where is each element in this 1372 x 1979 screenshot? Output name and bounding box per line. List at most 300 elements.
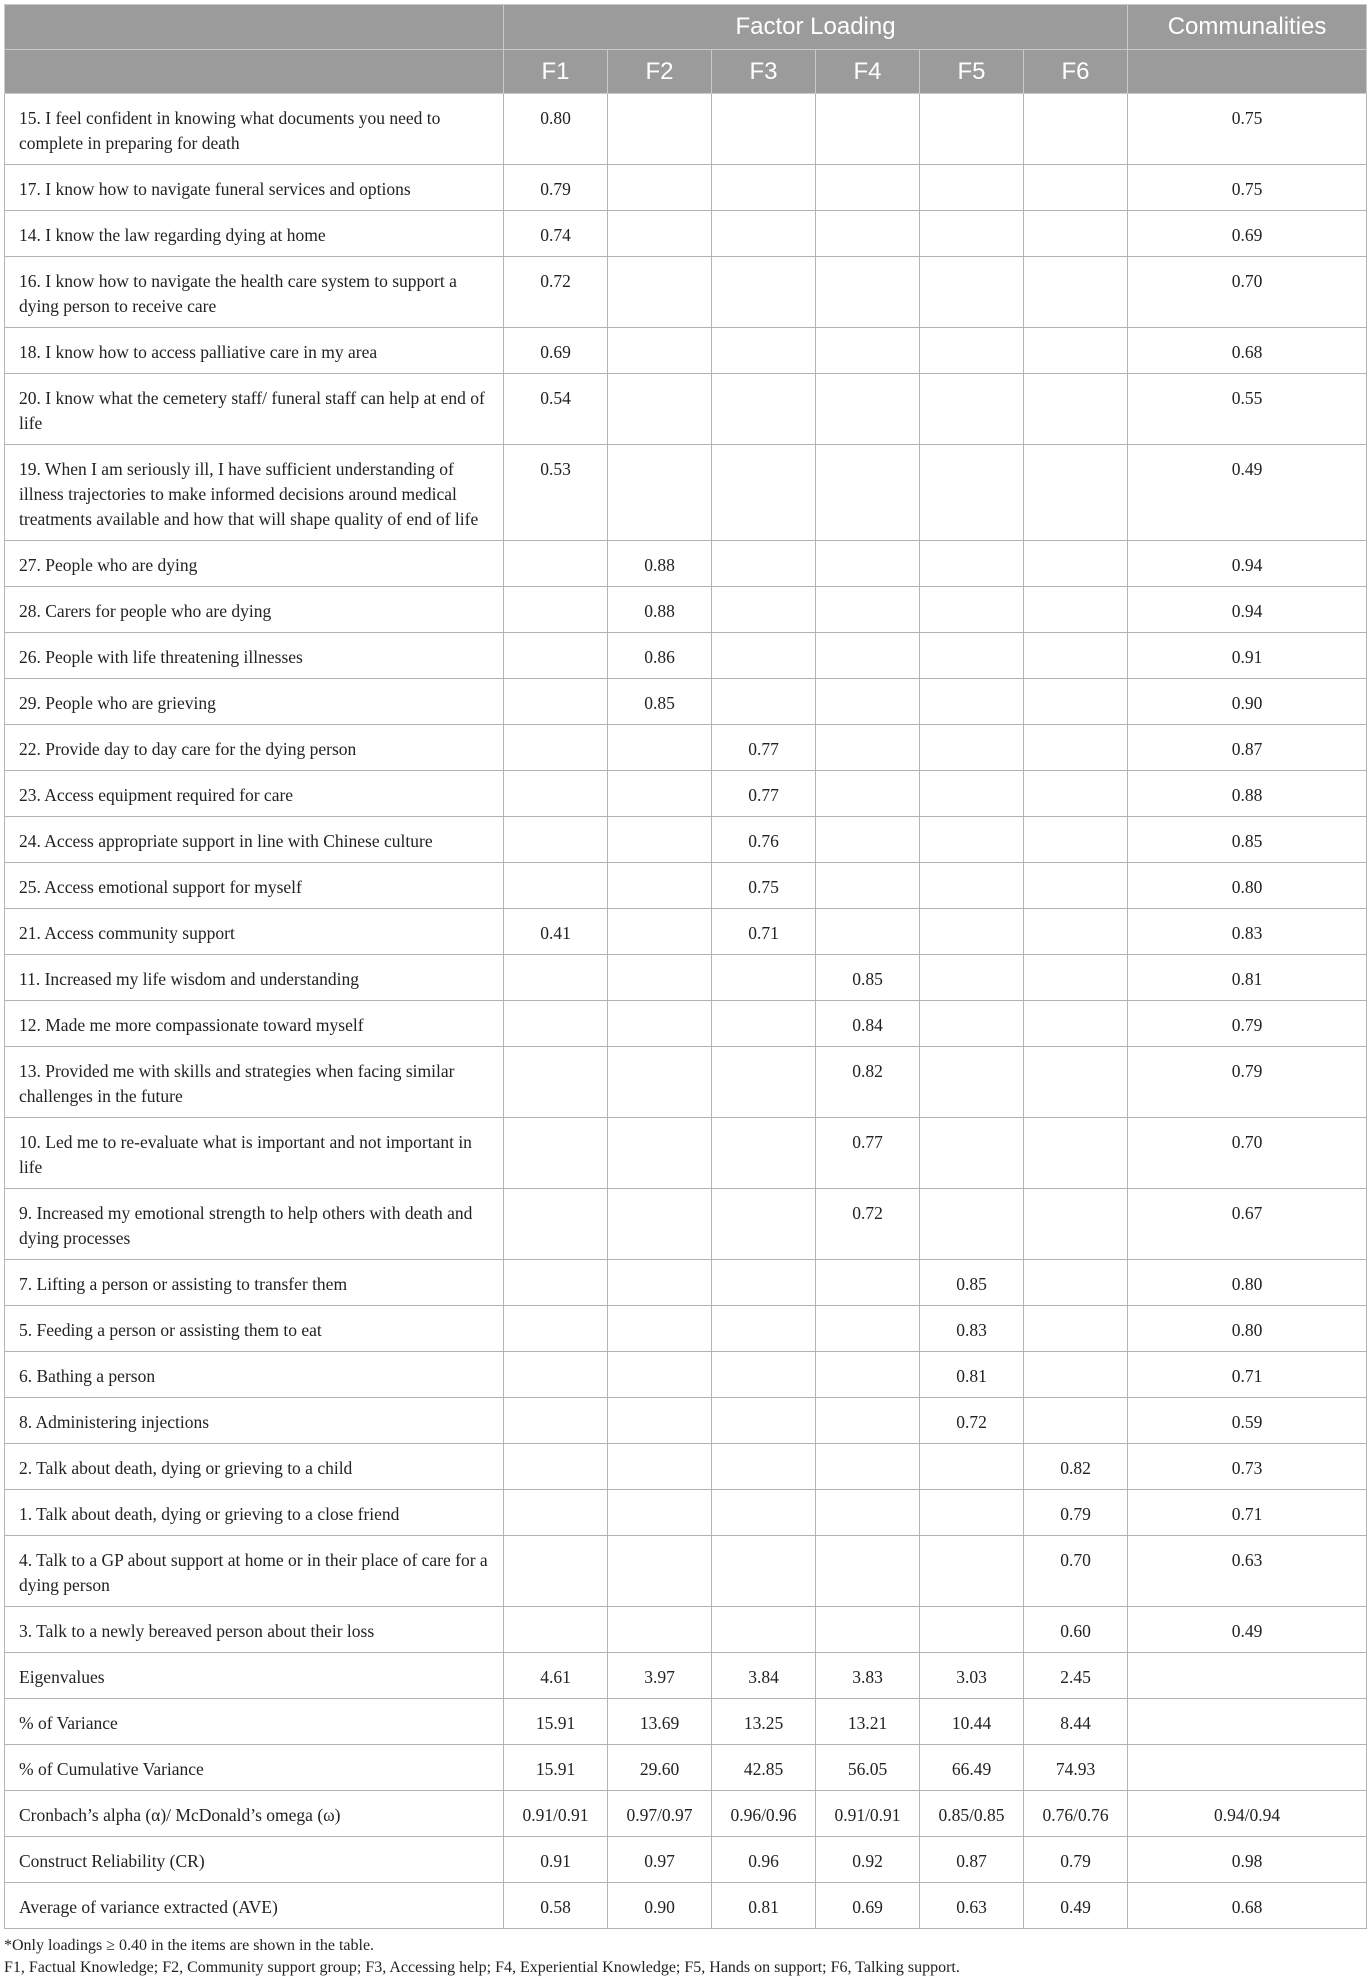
cell-f5 (920, 445, 1024, 541)
table-row (5, 1699, 1367, 1745)
header-blank (5, 50, 504, 94)
cell-f2: 0.88 (608, 541, 712, 587)
cell-f6 (1024, 633, 1128, 679)
row-item-label: % of Cumulative Variance (5, 1745, 504, 1791)
header-factor-loading: Factor Loading (504, 5, 1128, 50)
cell-f6 (1024, 1001, 1128, 1047)
cell-f3: 0.77 (712, 771, 816, 817)
cell-communality: 0.88 (1128, 771, 1367, 817)
cell-f3 (712, 679, 816, 725)
cell-f5: 0.63 (920, 1883, 1024, 1929)
cell-communality: 0.59 (1128, 1398, 1367, 1444)
cell-f6: 0.70 (1024, 1536, 1128, 1607)
cell-f3: 0.81 (712, 1883, 816, 1929)
cell-f5 (920, 955, 1024, 1001)
cell-communality (1128, 1699, 1367, 1745)
cell-f5 (920, 257, 1024, 328)
table-row (5, 1745, 1367, 1791)
cell-f1: 0.80 (504, 94, 608, 165)
row-item-label: 25. Access emotional support for myself (5, 863, 504, 909)
cell-f4 (816, 1490, 920, 1536)
cell-communality: 0.55 (1128, 374, 1367, 445)
cell-f2: 0.90 (608, 1883, 712, 1929)
table-row (5, 94, 1367, 165)
cell-communality: 0.71 (1128, 1352, 1367, 1398)
cell-f5 (920, 587, 1024, 633)
cell-f3 (712, 1001, 816, 1047)
cell-f2: 3.97 (608, 1653, 712, 1699)
cell-f1: 0.54 (504, 374, 608, 445)
table-row (5, 1653, 1367, 1699)
row-item-label: 10. Led me to re-evaluate what is important and not important in life (5, 1118, 504, 1189)
cell-f2: 0.97 (608, 1837, 712, 1883)
cell-communality: 0.87 (1128, 725, 1367, 771)
cell-f5 (920, 374, 1024, 445)
row-item-label: 20. I know what the cemetery staff/ funeral staff can help at end of life (5, 374, 504, 445)
cell-communality: 0.81 (1128, 955, 1367, 1001)
cell-f2: 0.88 (608, 587, 712, 633)
cell-f2 (608, 1260, 712, 1306)
cell-f5 (920, 165, 1024, 211)
table-row (5, 1490, 1367, 1536)
cell-f1 (504, 1352, 608, 1398)
cell-f3 (712, 955, 816, 1001)
table-row (5, 1444, 1367, 1490)
table-row (5, 445, 1367, 541)
cell-f2 (608, 1607, 712, 1653)
cell-communality: 0.73 (1128, 1444, 1367, 1490)
cell-f5 (920, 725, 1024, 771)
cell-f3 (712, 1444, 816, 1490)
cell-f5 (920, 1047, 1024, 1118)
cell-f3: 0.96/0.96 (712, 1791, 816, 1837)
cell-f2: 29.60 (608, 1745, 712, 1791)
cell-f1 (504, 955, 608, 1001)
cell-f4 (816, 1398, 920, 1444)
cell-f4: 3.83 (816, 1653, 920, 1699)
header-communalities: Communalities (1128, 5, 1367, 50)
cell-communality: 0.70 (1128, 257, 1367, 328)
cell-f6: 0.79 (1024, 1490, 1128, 1536)
table-row (5, 541, 1367, 587)
cell-communality: 0.67 (1128, 1189, 1367, 1260)
row-item-label: 19. When I am seriously ill, I have sufficient understanding of illness trajectories to make informed decisions around medical treatments available and how that will shape quality of end of life (5, 445, 504, 541)
cell-f6: 0.82 (1024, 1444, 1128, 1490)
cell-f5 (920, 1607, 1024, 1653)
cell-f4 (816, 679, 920, 725)
table-row (5, 1118, 1367, 1189)
table-row (5, 1001, 1367, 1047)
table-row (5, 955, 1367, 1001)
row-item-label: 1. Talk about death, dying or grieving to a close friend (5, 1490, 504, 1536)
cell-f1 (504, 1398, 608, 1444)
cell-f3 (712, 1490, 816, 1536)
cell-f3 (712, 1189, 816, 1260)
row-item-label: 15. I feel confident in knowing what documents you need to complete in preparing for death (5, 94, 504, 165)
cell-f1: 0.72 (504, 257, 608, 328)
cell-f3 (712, 165, 816, 211)
row-item-label: 5. Feeding a person or assisting them to eat (5, 1306, 504, 1352)
cell-f4: 0.85 (816, 955, 920, 1001)
cell-f2 (608, 771, 712, 817)
cell-f5 (920, 1490, 1024, 1536)
cell-f3 (712, 374, 816, 445)
cell-f4 (816, 1444, 920, 1490)
row-item-label: Construct Reliability (CR) (5, 1837, 504, 1883)
cell-f2 (608, 955, 712, 1001)
cell-f1 (504, 863, 608, 909)
table-row (5, 374, 1367, 445)
cell-f5 (920, 771, 1024, 817)
cell-f6 (1024, 94, 1128, 165)
row-item-label: 14. I know the law regarding dying at home (5, 211, 504, 257)
cell-f4 (816, 541, 920, 587)
cell-f5 (920, 1189, 1024, 1260)
row-item-label: 2. Talk about death, dying or grieving to a child (5, 1444, 504, 1490)
table-row (5, 211, 1367, 257)
cell-f2 (608, 1490, 712, 1536)
cell-f4: 0.69 (816, 1883, 920, 1929)
cell-f4 (816, 1352, 920, 1398)
header-f3: F3 (712, 50, 816, 94)
cell-f1: 15.91 (504, 1745, 608, 1791)
cell-f4 (816, 211, 920, 257)
cell-f6: 8.44 (1024, 1699, 1128, 1745)
cell-f5 (920, 1118, 1024, 1189)
table-row (5, 909, 1367, 955)
table-row (5, 1883, 1367, 1929)
cell-f5: 0.85/0.85 (920, 1791, 1024, 1837)
cell-f6: 74.93 (1024, 1745, 1128, 1791)
table-row (5, 1398, 1367, 1444)
cell-f3: 0.75 (712, 863, 816, 909)
cell-f6 (1024, 1260, 1128, 1306)
cell-f3 (712, 328, 816, 374)
cell-f5: 66.49 (920, 1745, 1024, 1791)
cell-f4 (816, 817, 920, 863)
cell-f3 (712, 587, 816, 633)
cell-communality: 0.49 (1128, 1607, 1367, 1653)
cell-f5 (920, 541, 1024, 587)
cell-f5: 0.85 (920, 1260, 1024, 1306)
cell-f6: 0.76/0.76 (1024, 1791, 1128, 1837)
cell-f2 (608, 257, 712, 328)
cell-f1: 4.61 (504, 1653, 608, 1699)
row-item-label: % of Variance (5, 1699, 504, 1745)
cell-f6 (1024, 771, 1128, 817)
cell-f5 (920, 817, 1024, 863)
cell-f1 (504, 725, 608, 771)
factor-loading-table (4, 4, 1367, 1929)
cell-f5 (920, 1001, 1024, 1047)
cell-f4 (816, 587, 920, 633)
table-body (5, 94, 1367, 1929)
table-row (5, 1047, 1367, 1118)
cell-f1 (504, 1047, 608, 1118)
table-row (5, 679, 1367, 725)
cell-communality: 0.75 (1128, 94, 1367, 165)
cell-f1: 0.79 (504, 165, 608, 211)
cell-f4: 13.21 (816, 1699, 920, 1745)
cell-communality: 0.63 (1128, 1536, 1367, 1607)
cell-f6 (1024, 541, 1128, 587)
cell-f2 (608, 165, 712, 211)
cell-f5 (920, 211, 1024, 257)
cell-communality: 0.79 (1128, 1001, 1367, 1047)
cell-communality: 0.80 (1128, 1306, 1367, 1352)
cell-f6 (1024, 955, 1128, 1001)
cell-f3 (712, 445, 816, 541)
cell-f2: 0.86 (608, 633, 712, 679)
cell-f5 (920, 863, 1024, 909)
cell-communality: 0.79 (1128, 1047, 1367, 1118)
table-row (5, 1189, 1367, 1260)
cell-f1 (504, 771, 608, 817)
cell-f1 (504, 1490, 608, 1536)
cell-communality (1128, 1653, 1367, 1699)
cell-f1 (504, 679, 608, 725)
cell-f6 (1024, 909, 1128, 955)
table-footnotes (4, 1935, 1366, 1979)
cell-f3 (712, 1047, 816, 1118)
cell-f4: 56.05 (816, 1745, 920, 1791)
cell-f4 (816, 94, 920, 165)
cell-f1 (504, 1118, 608, 1189)
cell-f6 (1024, 1306, 1128, 1352)
cell-f4 (816, 771, 920, 817)
cell-communality: 0.94/0.94 (1128, 1791, 1367, 1837)
cell-f4 (816, 725, 920, 771)
cell-communality: 0.91 (1128, 633, 1367, 679)
cell-f2 (608, 328, 712, 374)
header-f6: F6 (1024, 50, 1128, 94)
factor-table-container (4, 4, 1366, 1979)
cell-f6 (1024, 1189, 1128, 1260)
header-f1: F1 (504, 50, 608, 94)
cell-f1: 0.58 (504, 1883, 608, 1929)
cell-f3 (712, 541, 816, 587)
cell-f4 (816, 445, 920, 541)
table-row (5, 725, 1367, 771)
cell-f3 (712, 1607, 816, 1653)
cell-f3 (712, 257, 816, 328)
cell-f5: 0.87 (920, 1837, 1024, 1883)
row-item-label: 12. Made me more compassionate toward myself (5, 1001, 504, 1047)
cell-f3 (712, 1118, 816, 1189)
cell-f3 (712, 1536, 816, 1607)
row-item-label: 9. Increased my emotional strength to help others with death and dying processes (5, 1189, 504, 1260)
cell-f1: 15.91 (504, 1699, 608, 1745)
header-f5: F5 (920, 50, 1024, 94)
cell-f2 (608, 211, 712, 257)
cell-f4: 0.77 (816, 1118, 920, 1189)
cell-f1 (504, 587, 608, 633)
cell-f1 (504, 1001, 608, 1047)
row-item-label: 17. I know how to navigate funeral services and options (5, 165, 504, 211)
cell-communality: 0.68 (1128, 1883, 1367, 1929)
cell-f3 (712, 1352, 816, 1398)
cell-f1 (504, 817, 608, 863)
cell-f5 (920, 94, 1024, 165)
table-row (5, 328, 1367, 374)
table-header (5, 5, 1367, 94)
cell-f2 (608, 1398, 712, 1444)
cell-f2 (608, 1444, 712, 1490)
table-row (5, 863, 1367, 909)
cell-communality: 0.90 (1128, 679, 1367, 725)
row-item-label: 24. Access appropriate support in line with Chinese culture (5, 817, 504, 863)
cell-f4 (816, 374, 920, 445)
row-item-label: 26. People with life threatening illnesses (5, 633, 504, 679)
cell-communality: 0.75 (1128, 165, 1367, 211)
cell-f1 (504, 541, 608, 587)
row-item-label: Cronbach’s alpha (α)/ McDonald’s omega (ω) (5, 1791, 504, 1837)
cell-f6 (1024, 328, 1128, 374)
header-f2: F2 (608, 50, 712, 94)
cell-f5: 10.44 (920, 1699, 1024, 1745)
cell-f1 (504, 1444, 608, 1490)
table-row (5, 1837, 1367, 1883)
row-item-label: 27. People who are dying (5, 541, 504, 587)
table-row (5, 817, 1367, 863)
cell-f3 (712, 94, 816, 165)
cell-f2 (608, 1189, 712, 1260)
cell-f4 (816, 633, 920, 679)
cell-f3 (712, 1398, 816, 1444)
cell-f3: 13.25 (712, 1699, 816, 1745)
cell-f2: 0.85 (608, 679, 712, 725)
cell-communality: 0.49 (1128, 445, 1367, 541)
row-item-label: 6. Bathing a person (5, 1352, 504, 1398)
cell-f3: 0.76 (712, 817, 816, 863)
cell-f3: 0.71 (712, 909, 816, 955)
cell-communality: 0.70 (1128, 1118, 1367, 1189)
cell-f4 (816, 1607, 920, 1653)
cell-f3: 42.85 (712, 1745, 816, 1791)
row-item-label: 8. Administering injections (5, 1398, 504, 1444)
table-row (5, 1536, 1367, 1607)
cell-f5 (920, 1536, 1024, 1607)
cell-f6 (1024, 725, 1128, 771)
cell-communality: 0.94 (1128, 541, 1367, 587)
row-item-label: 4. Talk to a GP about support at home or in their place of care for a dying person (5, 1536, 504, 1607)
cell-communality (1128, 1745, 1367, 1791)
table-row (5, 771, 1367, 817)
cell-f2 (608, 863, 712, 909)
header-blank (1128, 50, 1367, 94)
cell-f6 (1024, 374, 1128, 445)
cell-f5 (920, 909, 1024, 955)
cell-f6 (1024, 257, 1128, 328)
row-item-label: 29. People who are grieving (5, 679, 504, 725)
cell-f2 (608, 1047, 712, 1118)
cell-f5: 0.81 (920, 1352, 1024, 1398)
cell-f6: 0.79 (1024, 1837, 1128, 1883)
cell-f4: 0.91/0.91 (816, 1791, 920, 1837)
header-f4: F4 (816, 50, 920, 94)
cell-f1: 0.91 (504, 1837, 608, 1883)
cell-f6: 2.45 (1024, 1653, 1128, 1699)
cell-f4 (816, 909, 920, 955)
row-item-label: 13. Provided me with skills and strategies when facing similar challenges in the future (5, 1047, 504, 1118)
row-item-label: 23. Access equipment required for care (5, 771, 504, 817)
cell-f6 (1024, 165, 1128, 211)
table-row (5, 633, 1367, 679)
cell-f2 (608, 1001, 712, 1047)
row-item-label: Average of variance extracted (AVE) (5, 1883, 504, 1929)
cell-f3 (712, 211, 816, 257)
cell-f1: 0.74 (504, 211, 608, 257)
cell-f6: 0.60 (1024, 1607, 1128, 1653)
cell-f1: 0.53 (504, 445, 608, 541)
cell-f1 (504, 1607, 608, 1653)
table-row (5, 1607, 1367, 1653)
table-row (5, 1352, 1367, 1398)
row-item-label: 18. I know how to access palliative care in my area (5, 328, 504, 374)
cell-f3: 0.77 (712, 725, 816, 771)
cell-f5 (920, 1444, 1024, 1490)
footnote-loadings: *Only loadings ≥ 0.40 in the items are shown in the table. (4, 1937, 375, 1954)
table-row (5, 257, 1367, 328)
row-item-label: 22. Provide day to day care for the dying person (5, 725, 504, 771)
cell-communality: 0.98 (1128, 1837, 1367, 1883)
cell-f1 (504, 1260, 608, 1306)
cell-f4 (816, 328, 920, 374)
cell-f5 (920, 328, 1024, 374)
cell-f1: 0.69 (504, 328, 608, 374)
cell-f4 (816, 1260, 920, 1306)
cell-f3: 0.96 (712, 1837, 816, 1883)
table-row (5, 587, 1367, 633)
cell-f4 (816, 165, 920, 211)
table-row (5, 1260, 1367, 1306)
row-item-label: 11. Increased my life wisdom and understanding (5, 955, 504, 1001)
row-item-label: 16. I know how to navigate the health care system to support a dying person to receive care (5, 257, 504, 328)
table-row (5, 165, 1367, 211)
cell-f2 (608, 94, 712, 165)
cell-f6 (1024, 1118, 1128, 1189)
cell-f2 (608, 1352, 712, 1398)
row-item-label: 21. Access community support (5, 909, 504, 955)
cell-communality: 0.85 (1128, 817, 1367, 863)
cell-f6 (1024, 863, 1128, 909)
cell-f1: 0.91/0.91 (504, 1791, 608, 1837)
row-item-label: 28. Carers for people who are dying (5, 587, 504, 633)
cell-communality: 0.94 (1128, 587, 1367, 633)
cell-communality: 0.80 (1128, 1260, 1367, 1306)
table-row (5, 1791, 1367, 1837)
cell-f6: 0.49 (1024, 1883, 1128, 1929)
cell-f4: 0.84 (816, 1001, 920, 1047)
cell-f6 (1024, 1047, 1128, 1118)
table-row (5, 1306, 1367, 1352)
footnote-factor-key: F1, Factual Knowledge; F2, Community support group; F3, Accessing help; F4, Experiential Knowledge; F5, Hands on support; F6, Talking support. (4, 1959, 960, 1976)
cell-f1 (504, 1306, 608, 1352)
cell-f6 (1024, 679, 1128, 725)
cell-communality: 0.68 (1128, 328, 1367, 374)
cell-f4: 0.72 (816, 1189, 920, 1260)
cell-f3 (712, 1260, 816, 1306)
cell-communality: 0.69 (1128, 211, 1367, 257)
cell-f6 (1024, 211, 1128, 257)
cell-f2 (608, 909, 712, 955)
cell-f3: 3.84 (712, 1653, 816, 1699)
cell-f1: 0.41 (504, 909, 608, 955)
header-blank (5, 5, 504, 50)
cell-f6 (1024, 1398, 1128, 1444)
cell-f2: 13.69 (608, 1699, 712, 1745)
cell-f3 (712, 633, 816, 679)
